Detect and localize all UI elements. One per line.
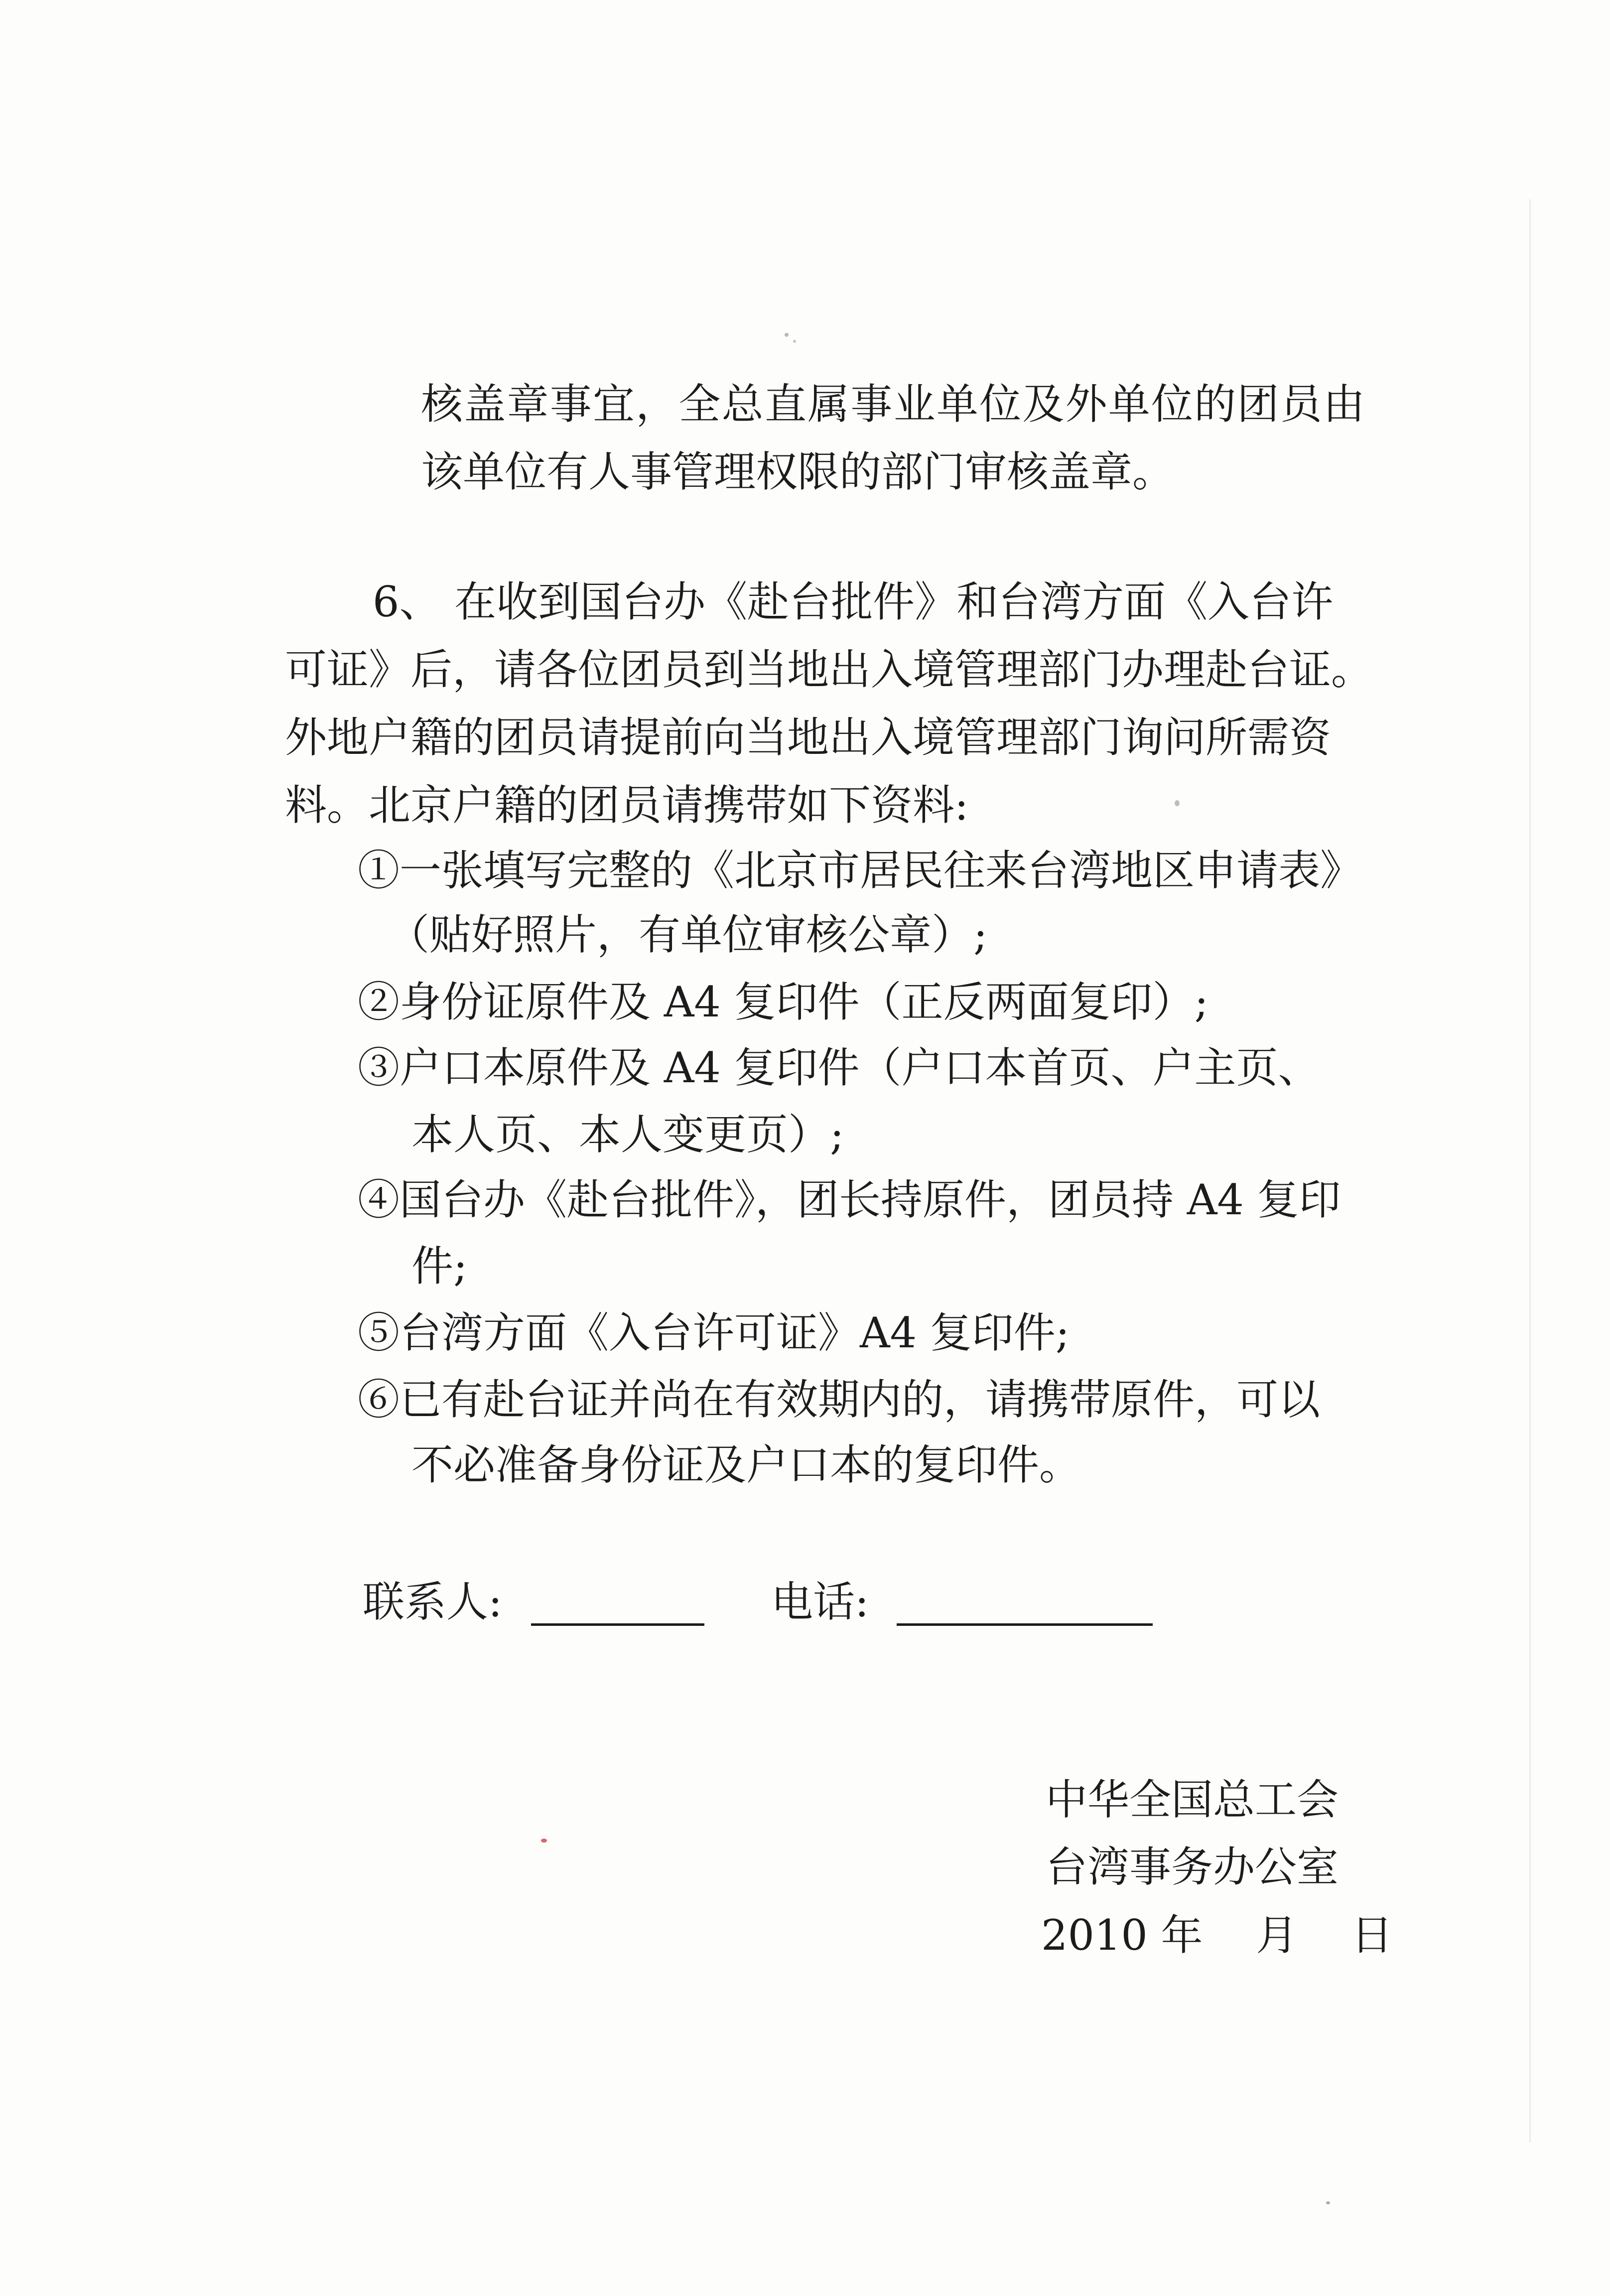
scan-speck bbox=[785, 333, 789, 337]
scan-speck bbox=[1175, 800, 1180, 806]
material-3-line-2: 本人页、本人变更页）; bbox=[411, 1110, 844, 1159]
material-6-line-2: 不必准备身份证及户口本的复印件。 bbox=[411, 1440, 1081, 1489]
material-6-line-1: ⑥已有赴台证并尚在有效期内的，请携带原件，可以 bbox=[358, 1375, 1321, 1424]
scan-edge-shadow bbox=[1529, 199, 1531, 2143]
scan-speck bbox=[1326, 2201, 1330, 2204]
phone-blank bbox=[897, 1623, 1153, 1626]
item6-line-4: 料。北京户籍的团员请携带如下资料: bbox=[285, 781, 969, 830]
material-4-line-2: 件; bbox=[411, 1242, 468, 1291]
material-4-line-1: ④国台办《赴台批件》，团长持原件，团员持 A4 复印 bbox=[358, 1175, 1341, 1224]
phone-label: 电话: bbox=[771, 1578, 869, 1626]
scan-speck bbox=[793, 340, 796, 343]
material-3-line-1: ③户口本原件及 A4 复印件（户口本首页、户主页、 bbox=[358, 1043, 1320, 1092]
signature-org-line-1: 中华全国总工会 bbox=[1046, 1775, 1339, 1824]
signature-org-line-2: 台湾事务办公室 bbox=[1046, 1843, 1339, 1891]
scan-speck bbox=[541, 1839, 547, 1843]
material-2-line-1: ②身份证原件及 A4 复印件（正反两面复印）; bbox=[358, 978, 1208, 1026]
material-1-line-1: ①一张填写完整的《北京市居民往来台湾地区申请表》 bbox=[358, 846, 1362, 895]
item6-line-3: 外地户籍的团员请提前向当地出入境管理部门询问所需资 bbox=[285, 713, 1332, 762]
material-1-line-2: （贴好照片，有单位审核公章）; bbox=[388, 910, 988, 959]
item6-line-2: 可证》后，请各位团员到当地出入境管理部门办理赴台证。 bbox=[285, 645, 1373, 694]
contact-person-blank bbox=[531, 1623, 704, 1626]
item6-line-1: 6、 在收到国台办《赴台批件》和台湾方面《入台许 bbox=[373, 577, 1334, 626]
signature-date: 2010 年 月 日 bbox=[1041, 1911, 1393, 1960]
continuation-line-1: 核盖章事宜，全总直属事业单位及外单位的团员由 bbox=[421, 380, 1365, 429]
material-5-line-1: ⑤台湾方面《入台许可证》A4 复印件; bbox=[358, 1308, 1070, 1357]
continuation-line-2: 该单位有人事管理权限的部门审核盖章。 bbox=[421, 447, 1175, 496]
contact-person-label: 联系人: bbox=[363, 1578, 503, 1626]
